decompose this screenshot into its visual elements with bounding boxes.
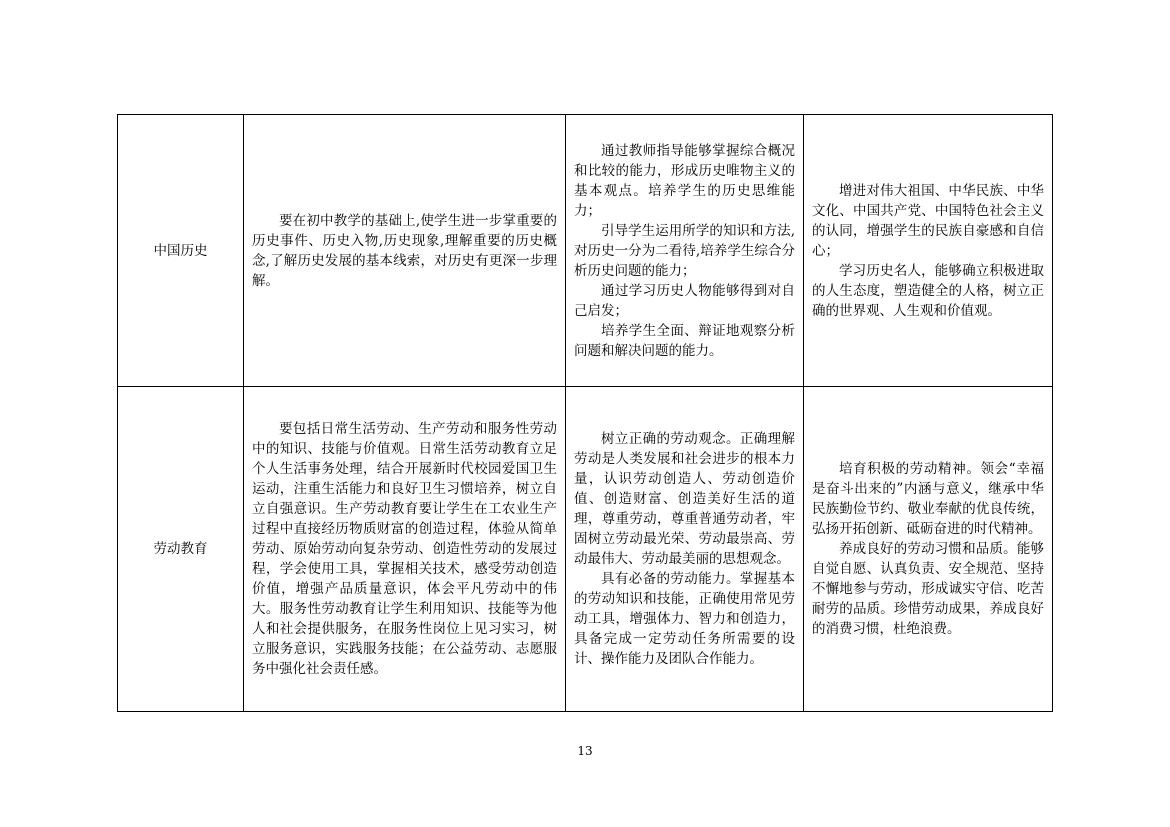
content-cell	[244, 387, 566, 712]
table-row-history	[118, 115, 1053, 387]
table-row-labor	[118, 387, 1053, 712]
ability-paragraph: 通过教师指导能够掌握综合概况和比较的能力，形成历史唯物主义的基本观点。培养学生的历史思维能力；	[574, 142, 795, 219]
ability-paragraph: 树立正确的劳动观念。正确理解劳动是人类发展和社会进步的根本力量，认识劳动创造人、劳动创造价值、创造财富、创造美好生活的道理，尊重劳动，尊重普通劳动者，牢固树立劳动最光荣、劳动最崇高、劳动最伟大、劳动最美丽的思想观念。	[574, 431, 795, 567]
value-paragraph: 学习历史名人，能够确立积极进取的人生态度，塑造健全的人格，树立正确的世界观、人生观和价值观。	[812, 262, 1044, 319]
subject-cell: 劳动教育	[118, 387, 244, 712]
page-number: 13	[577, 744, 593, 758]
subject-cell: 中国历史	[118, 115, 244, 387]
abilities-cell	[566, 115, 804, 387]
curriculum-table	[117, 114, 1053, 712]
value-paragraph: 养成良好的劳动习惯和品质。能够自觉自愿、认真负责、安全规范、坚持不懈地参与劳动，形成诚实守信、吃苦耐劳的品质。珍惜劳动成果，养成良好的消费习惯，杜绝浪费。	[812, 541, 1044, 637]
content-paragraph: 要在初中教学的基础上,使学生进一步掌重要的历史事件、历史入物,历史现象,理解重要的历史概念,了解历史发展的基本线索，对历史有更深一步理解。	[252, 212, 557, 289]
values-cell	[804, 387, 1053, 712]
ability-paragraph: 培养学生全面、辩证地观察分析问题和解决问题的能力。	[574, 322, 795, 359]
ability-paragraph: 通过学习历史人物能够得到对自己启发；	[574, 282, 795, 319]
abilities-cell	[566, 387, 804, 712]
value-paragraph: 增进对伟大祖国、中华民族、中华文化、中国共产党、中国特色社会主义的认同，增强学生的民族自豪感和自信心；	[812, 182, 1044, 259]
values-cell	[804, 115, 1053, 387]
content-cell	[244, 115, 566, 387]
ability-paragraph: 具有必备的劳动能力。掌握基本的劳动知识和技能，正确使用常见劳动工具，增强体力、智力和创造力，具备完成一定劳动任务所需要的设计、操作能力及团队合作能力。	[574, 571, 795, 667]
value-paragraph: 培育积极的劳动精神。领会“幸福是奋斗出来的”内涵与意义，继承中华民族勤俭节约、敬业奉献的优良传统，弘扬开拓创新、砥砺奋进的时代精神。	[812, 461, 1044, 537]
ability-paragraph: 引导学生运用所学的知识和方法,对历史一分为二看待,培养学生综合分析历史问题的能力；	[574, 222, 795, 279]
content-paragraph: 要包括日常生活劳动、生产劳动和服务性劳动中的知识、技能与价值观。日常生活劳动教育立足个人生活事务处理，结合开展新时代校园爱国卫生运动，注重生活能力和良好卫生习惯培养，树立自立自强意识。生产劳动教育要让学生在工农业生产过程中直接经历物质财富的创造过程，体验从简单劳动、原始劳动向复杂劳动、创造性劳动的发展过程，学会使用工具，掌握相关技术，感受劳动创造价值，增强产品质量意识，体会平凡劳动中的伟大。服务性劳动教育让学生利用知识、技能等为他人和社会提供服务，在服务性岗位上见习实习，树立服务意识，实践服务技能；在公益劳动、志愿服务中强化社会责任感。	[252, 421, 557, 677]
